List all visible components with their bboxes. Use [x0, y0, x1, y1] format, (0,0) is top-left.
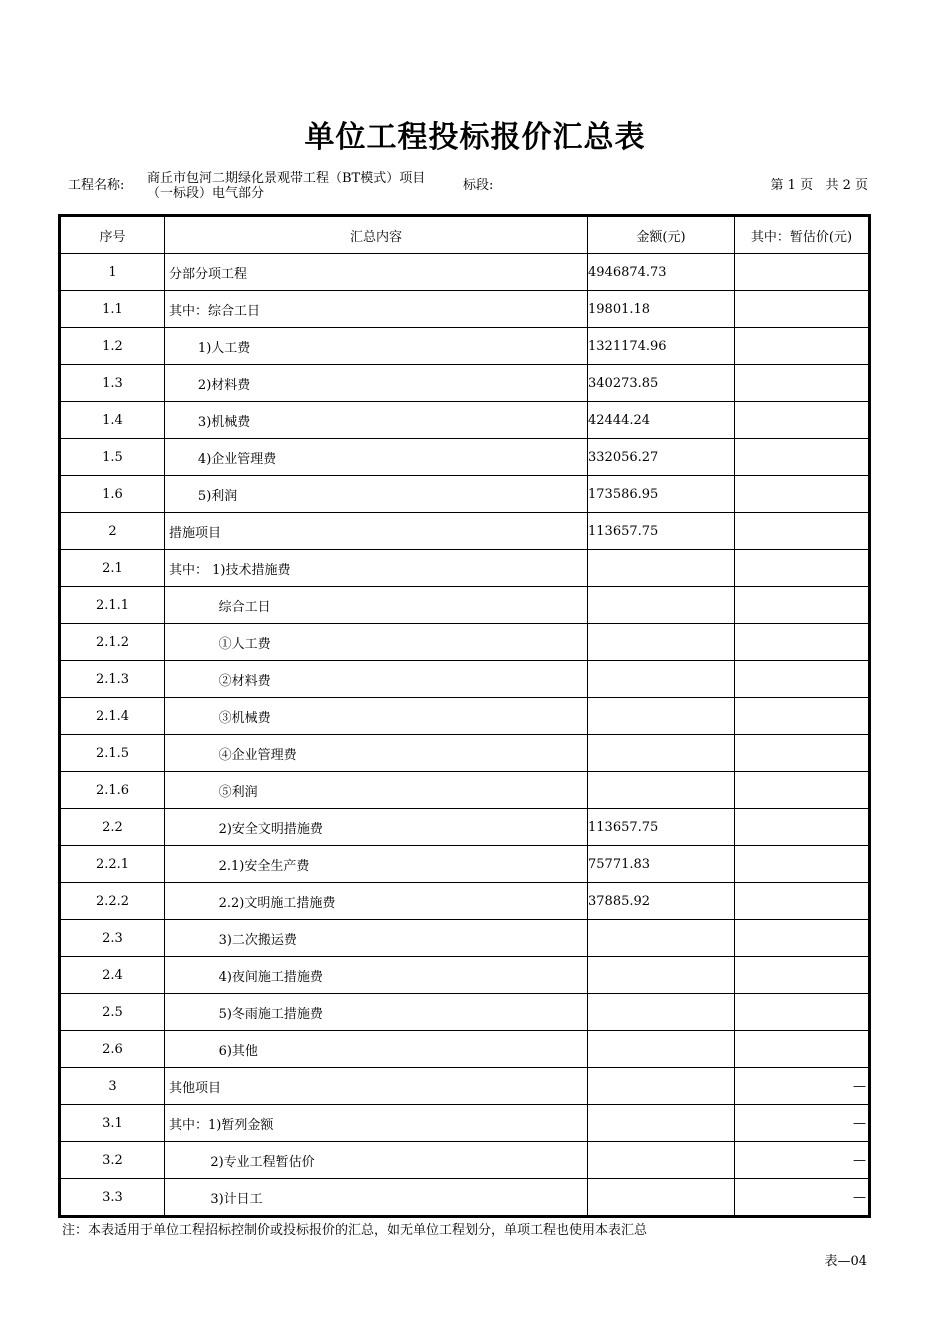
table-row [60, 439, 870, 476]
table-row [60, 957, 870, 994]
page-info: 第 1 页 共 2 页 [770, 178, 868, 193]
table-row [60, 624, 870, 661]
row-content: 其他项目 [165, 1068, 588, 1105]
row-amount [588, 735, 735, 772]
row-estimate [735, 254, 870, 291]
row-estimate [735, 476, 870, 513]
row-amount: 19801.18 [588, 291, 735, 328]
row-content: 5)冬雨施工措施费 [165, 994, 588, 1031]
table-row [60, 365, 870, 402]
row-content: 其中：1)暂列金额 [165, 1105, 588, 1142]
row-estimate [735, 883, 870, 920]
row-content: ③机械费 [165, 698, 588, 735]
table-row [60, 1031, 870, 1068]
table-body [60, 254, 870, 1217]
table-row [60, 883, 870, 920]
row-content: ⑤利润 [165, 772, 588, 809]
row-seq: 2.1.1 [60, 587, 165, 624]
row-amount [588, 550, 735, 587]
row-estimate [735, 772, 870, 809]
table-row [60, 476, 870, 513]
row-content: 6)其他 [165, 1031, 588, 1068]
row-content: 分部分项工程 [165, 254, 588, 291]
row-estimate [735, 698, 870, 735]
table-row [60, 994, 870, 1031]
row-seq: 1.4 [60, 402, 165, 439]
table-row [60, 254, 870, 291]
row-amount: 4946874.73 [588, 254, 735, 291]
row-content: 2.2)文明施工措施费 [165, 883, 588, 920]
table-row [60, 328, 870, 365]
table-row [60, 920, 870, 957]
row-estimate [735, 513, 870, 550]
row-seq: 2.1.2 [60, 624, 165, 661]
row-amount [588, 1068, 735, 1105]
row-content: 1)人工费 [165, 328, 588, 365]
row-amount: 1321174.96 [588, 328, 735, 365]
row-seq: 1.1 [60, 291, 165, 328]
row-amount [588, 920, 735, 957]
project-name-label: 工程名称: [68, 178, 125, 193]
row-content: ②材料费 [165, 661, 588, 698]
row-content: ①人工费 [165, 624, 588, 661]
row-estimate: — [735, 1068, 870, 1105]
row-content: 措施项目 [165, 513, 588, 550]
row-estimate [735, 624, 870, 661]
row-seq: 2.1.5 [60, 735, 165, 772]
table-row [60, 550, 870, 587]
row-amount [588, 698, 735, 735]
table-row [60, 698, 870, 735]
table-row [60, 513, 870, 550]
row-amount [588, 587, 735, 624]
row-content: 其中：综合工日 [165, 291, 588, 328]
row-amount: 42444.24 [588, 402, 735, 439]
row-seq: 1 [60, 254, 165, 291]
row-estimate [735, 809, 870, 846]
header-amount: 金额(元) [588, 216, 735, 254]
row-seq: 2.2.1 [60, 846, 165, 883]
table-row [60, 1179, 870, 1217]
row-seq: 2.6 [60, 1031, 165, 1068]
header-content: 汇总内容 [165, 216, 588, 254]
row-estimate: — [735, 1142, 870, 1179]
row-content: 综合工日 [165, 587, 588, 624]
row-seq: 2.4 [60, 957, 165, 994]
row-seq: 1.6 [60, 476, 165, 513]
row-estimate [735, 291, 870, 328]
row-estimate: — [735, 1179, 870, 1217]
row-estimate [735, 846, 870, 883]
table-row [60, 735, 870, 772]
row-estimate [735, 661, 870, 698]
row-amount: 113657.75 [588, 809, 735, 846]
row-content: 2)安全文明措施费 [165, 809, 588, 846]
row-seq: 3.2 [60, 1142, 165, 1179]
row-estimate: — [735, 1105, 870, 1142]
row-amount [588, 1105, 735, 1142]
table-row [60, 661, 870, 698]
row-seq: 1.2 [60, 328, 165, 365]
row-seq: 2 [60, 513, 165, 550]
table-header-row [60, 216, 870, 254]
row-content: 3)机械费 [165, 402, 588, 439]
summary-table [58, 214, 871, 1218]
project-name: 商丘市包河二期绿化景观带工程（BT模式）项目（一标段）电气部分 [147, 171, 426, 201]
table-row [60, 1068, 870, 1105]
row-content: 2)专业工程暂估价 [165, 1142, 588, 1179]
row-content: 4)夜间施工措施费 [165, 957, 588, 994]
row-estimate [735, 587, 870, 624]
row-amount [588, 994, 735, 1031]
row-amount: 332056.27 [588, 439, 735, 476]
row-estimate [735, 1031, 870, 1068]
row-seq: 2.1.3 [60, 661, 165, 698]
row-content: 其中： 1)技术措施费 [165, 550, 588, 587]
row-amount: 340273.85 [588, 365, 735, 402]
row-amount [588, 624, 735, 661]
row-amount [588, 661, 735, 698]
row-estimate [735, 735, 870, 772]
footnote: 注：本表适用于单位工程招标控制价或投标报价的汇总，如无单位工程划分，单项工程也使用本表汇总 [62, 1223, 648, 1238]
row-amount [588, 1142, 735, 1179]
table-row [60, 1105, 870, 1142]
header-estimate: 其中：暂估价(元) [735, 216, 870, 254]
row-seq: 2.2 [60, 809, 165, 846]
table-row [60, 291, 870, 328]
row-estimate [735, 439, 870, 476]
row-estimate [735, 957, 870, 994]
row-seq: 3.3 [60, 1179, 165, 1217]
row-seq: 2.2.2 [60, 883, 165, 920]
table-row [60, 402, 870, 439]
row-amount [588, 957, 735, 994]
row-amount: 37885.92 [588, 883, 735, 920]
row-seq: 1.5 [60, 439, 165, 476]
table-row [60, 587, 870, 624]
row-content: 5)利润 [165, 476, 588, 513]
page-title: 单位工程投标报价汇总表 [304, 120, 646, 155]
row-content: 2)材料费 [165, 365, 588, 402]
row-seq: 3 [60, 1068, 165, 1105]
row-estimate [735, 920, 870, 957]
row-estimate [735, 994, 870, 1031]
row-content: 2.1)安全生产费 [165, 846, 588, 883]
header-seq: 序号 [60, 216, 165, 254]
row-seq: 2.1 [60, 550, 165, 587]
table-row [60, 846, 870, 883]
row-seq: 2.3 [60, 920, 165, 957]
row-seq: 2.5 [60, 994, 165, 1031]
row-estimate [735, 328, 870, 365]
row-seq: 1.3 [60, 365, 165, 402]
row-amount: 113657.75 [588, 513, 735, 550]
row-amount [588, 1179, 735, 1217]
row-content: 3)计日工 [165, 1179, 588, 1217]
section-label: 标段: [463, 178, 494, 193]
row-content: 3)二次搬运费 [165, 920, 588, 957]
row-content: ④企业管理费 [165, 735, 588, 772]
row-seq: 3.1 [60, 1105, 165, 1142]
table-row [60, 1142, 870, 1179]
row-estimate [735, 402, 870, 439]
row-amount [588, 1031, 735, 1068]
row-amount [588, 772, 735, 809]
row-estimate [735, 365, 870, 402]
row-amount: 75771.83 [588, 846, 735, 883]
row-estimate [735, 550, 870, 587]
row-amount: 173586.95 [588, 476, 735, 513]
row-seq: 2.1.4 [60, 698, 165, 735]
table-row [60, 809, 870, 846]
table-row [60, 772, 870, 809]
form-number: 表—04 [824, 1254, 867, 1269]
row-content: 4)企业管理费 [165, 439, 588, 476]
row-seq: 2.1.6 [60, 772, 165, 809]
